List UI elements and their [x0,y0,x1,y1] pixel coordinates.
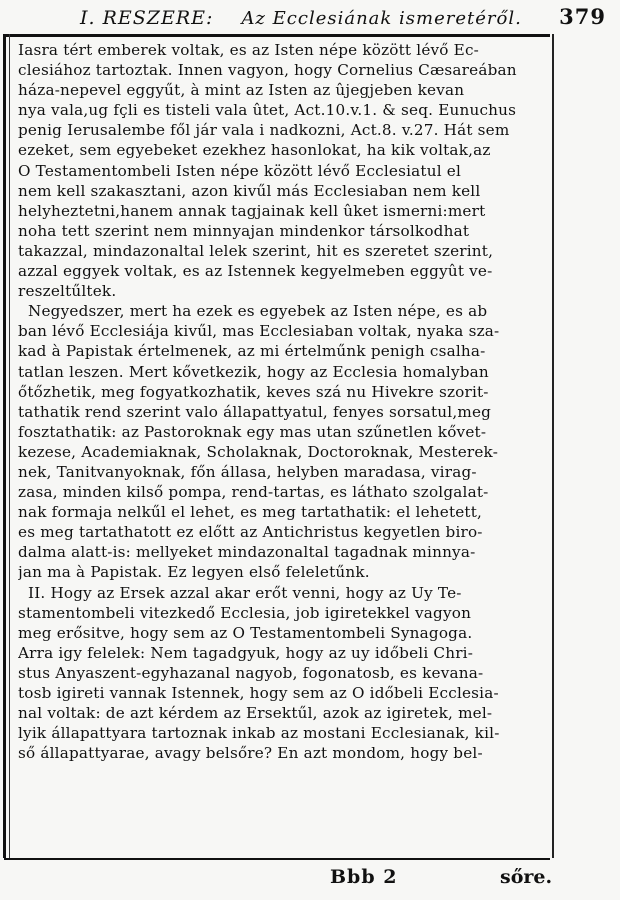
text-line: ban lévő Ecclesiája kivűl, mas Ecclesiaban voltak, nyaka sza- [18,322,500,341]
right-border-rule [552,34,554,858]
text-line: takazzal, mindazonaltal lelek szerint, hit es szeretet szerint, [18,241,494,260]
page-footer [0,862,620,888]
text-line: penig Ierusalembe fől jár vala i nadkozni, Act.8. v.27. Hát sem [18,121,510,140]
header-rule [4,34,550,37]
text-line: nek, Tanitvanyoknak, főn állasa, helyben maradasa, virag- [18,462,477,481]
text-line: azzal eggyek voltak, es az Istennek kegyelmeben eggyût ve- [18,262,493,281]
text-line: O Testamentombeli Isten népe között lévő Ecclesiatul el [18,161,462,180]
text-line: kezese, Academiaknak, Scholaknak, Doctoroknak, Mesterek- [18,442,499,461]
text-line: Negyedszer, mert ha ezek es egyebek az Isten népe, es ab [28,302,488,321]
text-line: őtőzhetik, meg fogyatkozhatik, keves szá nu Hivekre szorit- [18,382,489,401]
text-line: clesiához tartoztak. Innen vagyon, hogy Cornelius Cæsareában [18,61,517,80]
bottom-rule [4,858,550,860]
text-line: dalma alatt-is: mellyeket mindazonaltal tagadnak minnya- [18,543,476,562]
text-line: stamentombeli vitezkedő Ecclesia, job igiretekkel vagyon [18,603,472,622]
left-inner-rule [9,34,10,858]
text-line: jan ma à Papistak. Ez legyen első feleletűnk. [18,563,370,582]
text-line: háza-nepevel eggyűt, à mint az Isten az ûjegjeben kevan [18,81,465,100]
text-line: tatlan leszen. Mert kővetkezik, hogy az Ecclesia homalyban [18,362,489,381]
text-line: nem kell szakasztani, azon kivűl más Ecclesiaban nem kell [18,181,481,200]
text-line: stus Anyaszent-egyhazanal nagyob, fogonatosb, es kevana- [18,663,484,682]
text-line: Iasra tért emberek voltak, es az Isten népe között lévő Ec- [18,41,479,59]
text-line: kad à Papistak értelmenek, az mi értelműnk penigh csalha- [18,342,486,361]
text-line: Arra igy felelek: Nem tagadgyuk, hogy az uy időbeli Chri- [18,643,474,662]
part-label: I. RESZERE: [80,7,214,29]
text-line: nal voltak: de azt kérdem az Ersektűl, azok az igiretek, mel- [18,704,493,723]
text-line: ső állapattyarae, avagy belsőre? En azt mondom, hogy bel- [18,744,483,763]
text-line: meg erősitve, hogy sem az O Testamentombeli Synagoga. [18,623,473,642]
text-line: tathatik rend szerint valo állapattyatul, fenyes sorsatul,meg [18,402,492,421]
page-number: 379 [559,4,606,29]
text-line: noha tett szerint nem minnyajan mindenkor társolkodhat [18,221,470,240]
running-title: Az Ecclesiának ismeretéről. [241,8,522,29]
text-line: fosztathatik: az Pastoroknak egy mas utan szűnetlen kővet- [18,422,487,441]
catchword: sőre. [500,866,553,888]
text-line: zasa, minden kilső pompa, rend-tartas, es láthato szolgalat- [18,483,489,502]
text-line: reszeltűltek. [18,282,117,301]
text-line: lyik állapattyara tartoznak inkab az mostani Ecclesianak, kil- [18,724,500,743]
body-text [18,40,548,763]
running-header [80,4,606,34]
text-line: ezeket, sem egyebeket ezekhez hasonlokat, ha kik voltak,az [18,141,491,160]
text-line: nya vala,ug fçli es tisteli vala ûtet, Act.10.v.1. & seq. Eunuchus [18,101,517,120]
left-border-rule [3,34,6,858]
text-line: helyheztetni,hanem annak tagjainak kell ûket ismerni:mert [18,201,486,220]
text-line: II. Hogy az Ersek azzal akar erőt venni, hogy az Uy Te- [28,583,462,602]
text-line: nak formaja nelkűl el lehet, es meg tartathatik: el lehetett, [18,503,483,522]
text-line: tosb igireti vannak Istennek, hogy sem az O időbeli Ecclesia- [18,684,499,702]
text-line: es meg tartathatott ez előtt az Antichristus kegyetlen biro- [18,523,483,542]
signature-mark: Bbb 2 [330,866,398,888]
